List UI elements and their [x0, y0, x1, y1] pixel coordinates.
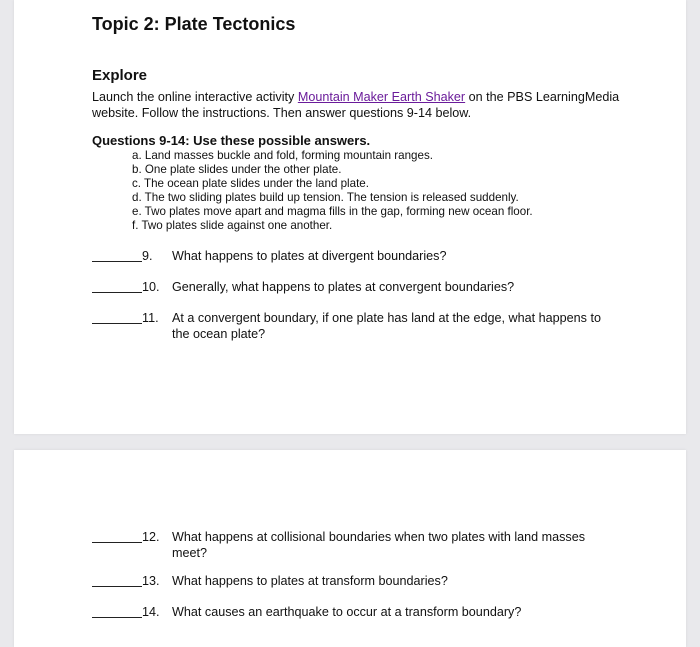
- question-text: At a convergent boundary, if one plate has land at the edge, what happens to the ocean plate?: [172, 311, 601, 341]
- question-text: Generally, what happens to plates at convergent boundaries?: [172, 280, 515, 294]
- explore-text-before: Launch the online interactive activity: [92, 90, 298, 104]
- answer-choice-e: e. Two plates move apart and magma fills in the gap, forming new ocean floor.: [132, 205, 533, 218]
- answer-choices-list: [132, 149, 533, 233]
- answer-choice-d: d. The two sliding plates build up tension. The tension is released suddenly.: [132, 191, 519, 204]
- mountain-maker-link[interactable]: Mountain Maker Earth Shaker: [297, 90, 466, 104]
- answer-blank-13[interactable]: [92, 586, 142, 587]
- question-text: What happens at collisional boundaries when two plates with land masses meet?: [172, 530, 586, 560]
- answer-choice-b: b. One plate slides under the other plate.: [132, 163, 342, 176]
- explore-heading: Explore: [92, 67, 148, 84]
- answer-blank-12[interactable]: [92, 542, 142, 543]
- worksheet-page-2: [14, 450, 686, 647]
- answer-blank-11[interactable]: [92, 323, 142, 324]
- question-text: What causes an earthquake to occur at a transform boundary?: [172, 605, 522, 619]
- worksheet-page-1: [14, 0, 686, 434]
- answer-blank-9[interactable]: [92, 261, 142, 262]
- answer-choice-a: a. Land masses buckle and fold, forming mountain ranges.: [132, 149, 433, 162]
- explore-text-after: on the PBS LearningMedia website. Follow the instructions. Then answer questions 9-14 below.: [92, 90, 620, 120]
- question-number: 9.: [142, 249, 153, 263]
- question-number: 12.: [142, 530, 160, 544]
- answer-blank-10[interactable]: [92, 292, 142, 293]
- answer-choice-f: f. Two plates slide against one another.: [132, 219, 333, 232]
- answer-choice-c: c. The ocean plate slides under the land plate.: [132, 177, 369, 190]
- question-text: What happens to plates at divergent boundaries?: [172, 249, 447, 263]
- answer-blank-14[interactable]: [92, 617, 142, 618]
- question-text: What happens to plates at transform boundaries?: [172, 574, 448, 588]
- questions-heading: Questions 9-14: Use these possible answers.: [92, 133, 371, 148]
- question-number: 13.: [142, 574, 160, 588]
- explore-instructions: [92, 89, 652, 121]
- question-number: 10.: [142, 280, 160, 294]
- page-title: Topic 2: Plate Tectonics: [92, 14, 296, 34]
- question-number: 11.: [142, 311, 159, 325]
- question-number: 14.: [142, 605, 160, 619]
